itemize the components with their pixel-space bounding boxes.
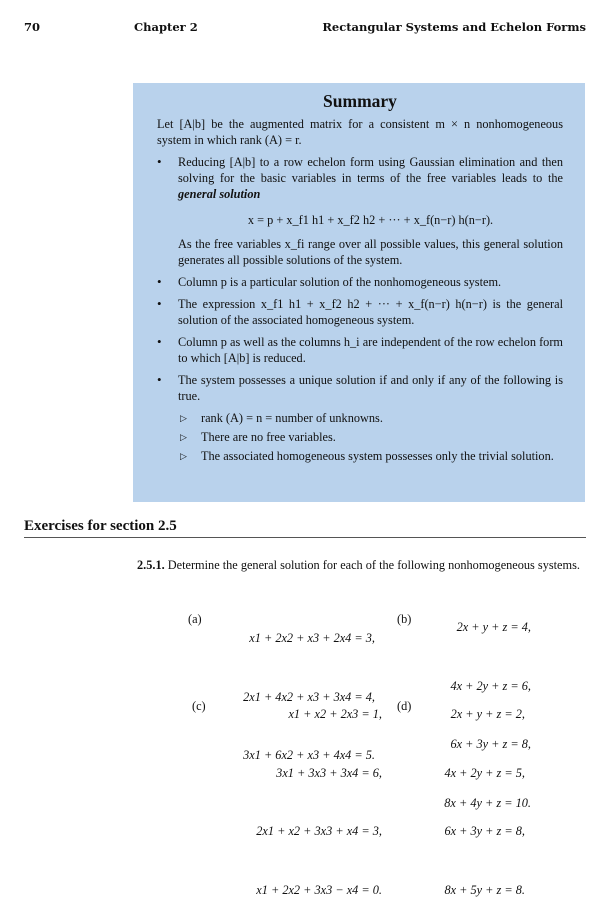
triangle-marker-icon: ▷ — [180, 451, 187, 461]
triangle-marker-icon: ▷ — [180, 432, 187, 442]
condition-text: rank (A) = n = number of unknowns. — [201, 411, 383, 425]
condition-item — [178, 410, 563, 426]
summary-intro: Let [A|b] be the augmented matrix for a consistent m × n nonhomogeneous system in which rank (A) = r. — [157, 117, 563, 147]
triangle-marker-icon: ▷ — [180, 413, 187, 423]
equation: 6x + 3y + z = 8, — [450, 737, 531, 751]
summary-box — [133, 83, 585, 502]
summary-title: Summary — [323, 91, 397, 111]
summary-list — [157, 154, 563, 464]
equation: 6x + 3y + z = 8, — [444, 824, 525, 838]
page-header — [24, 20, 586, 38]
summary-bullet-particular: • Column p is a particular solution of the nonhomogeneous system. — [157, 274, 563, 290]
free-variables-note: As the free variables x_fi range over all possible values, this general solution generates all possible solutions of the system. — [178, 237, 563, 267]
summary-bullet-general-solution — [157, 154, 563, 268]
summary-bullet-unique — [157, 372, 563, 464]
equation: 2x1 + 4x2 + x3 + 3x4 = 4, — [243, 689, 375, 704]
equation: 8x + 4y + z = 10. — [444, 795, 531, 810]
system-d — [425, 666, 525, 920]
bullet-text: The system possesses a unique solution if and only if any of the following is true. — [178, 373, 563, 403]
bullet-text: Reducing [A|b] to a row echelon form using Gaussian elimination and then solving for the basic variables in terms of the free variables leads to the — [178, 155, 563, 185]
exercise-number: 2.5.1. — [137, 558, 165, 572]
general-solution-equation: x = p + x_f1 h1 + x_f2 h2 + ··· + x_f(n−r) h(n−r). — [247, 213, 494, 227]
equation: 3x1 + 3x3 + 3x4 = 6, — [276, 765, 382, 780]
equation: 4x + 2y + z = 6, — [450, 678, 531, 693]
equation: 4x + 2y + z = 5, — [444, 765, 525, 780]
system-label-d: (d) — [397, 699, 412, 713]
chapter-label: Chapter 2 — [134, 20, 198, 34]
equation: x1 + 2x2 + 3x3 − x4 = 0. — [256, 882, 382, 897]
equation: 2x + y + z = 4, — [456, 620, 531, 634]
condition-item — [178, 448, 563, 464]
system-label-a: (a) — [188, 612, 202, 626]
running-title: Rectangular Systems and Echelon Forms — [322, 20, 586, 34]
general-solution-term: general solution — [178, 187, 261, 201]
summary-bullet-independence: • Column p as well as the columns h_i are independent of the row echelon form to which [A|b] is reduced. — [157, 334, 563, 366]
system-label-c: (c) — [192, 699, 206, 713]
summary-bullet-homogeneous: • The expression x_f1 h1 + x_f2 h2 + ··· + x_f(n−r) h(n−r) is the general solution of the associated homogeneous system. — [157, 296, 563, 328]
section-title: Exercises for section 2.5 — [24, 518, 177, 534]
page-number: 70 — [24, 20, 41, 34]
condition-text: There are no free variables. — [201, 430, 336, 444]
condition-text: The associated homogeneous system possesses only the trivial solution. — [201, 449, 554, 463]
section-divider — [24, 537, 586, 538]
condition-item — [178, 429, 563, 445]
equation: x1 + x2 + 2x3 = 1, — [288, 707, 382, 721]
exercise-statement — [137, 557, 586, 573]
system-label-b: (b) — [397, 612, 412, 626]
equation: 8x + 5y + z = 8. — [444, 882, 525, 897]
exercise-prompt: Determine the general solution for each of the following nonhomogeneous systems. — [167, 558, 580, 572]
equation: 2x + y + z = 2, — [450, 707, 525, 721]
equation: 2x1 + x2 + 3x3 + x4 = 3, — [256, 824, 382, 838]
system-c — [220, 666, 382, 920]
equation: 3x1 + 6x2 + x3 + 4x4 = 5. — [243, 748, 375, 762]
equation: x1 + 2x2 + x3 + 2x4 = 3, — [249, 631, 375, 645]
